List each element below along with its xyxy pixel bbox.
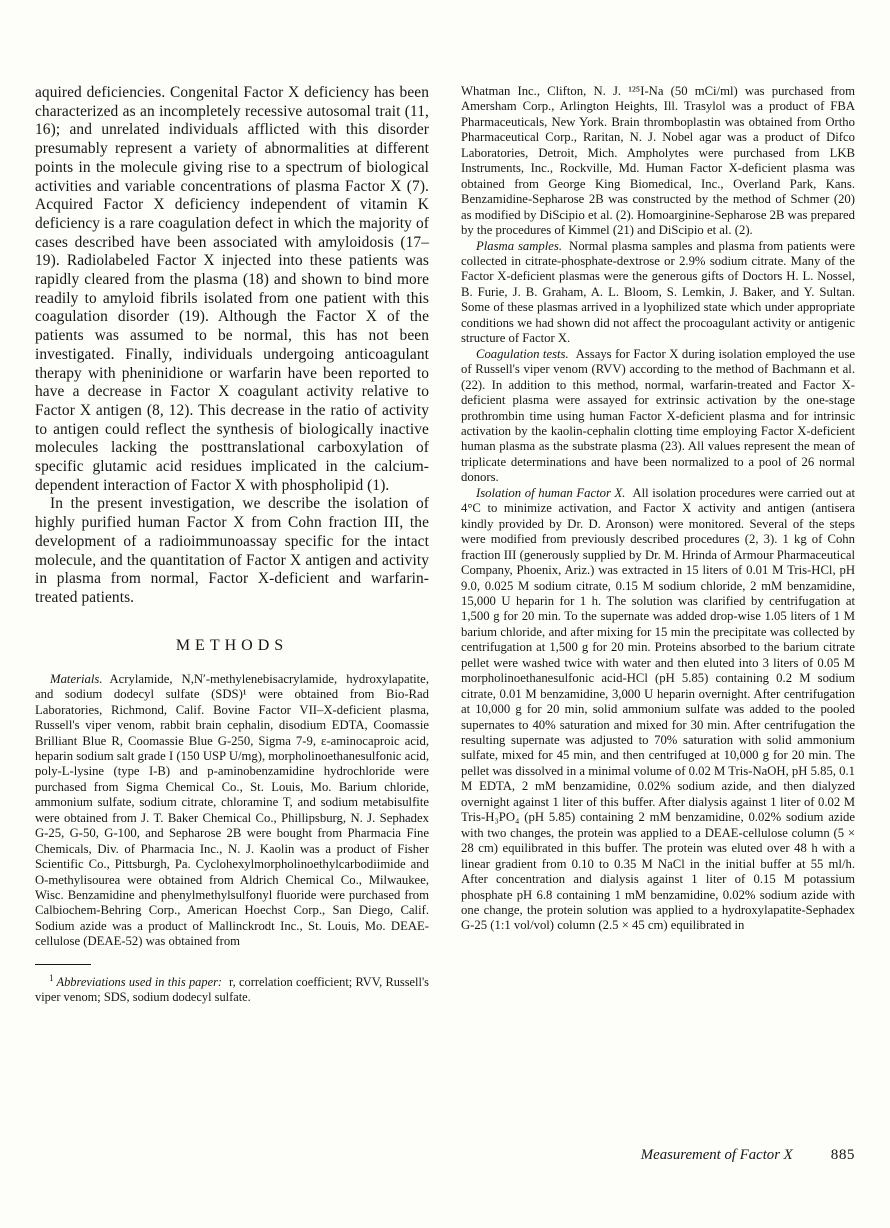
coagulation-tests-text: Assays for Factor X during isolation employed the use of Russell's viper venom (RVV) according to the method of Bachmann et al. (22). In addition to this method, normal, warfarin-treated and Factor X-deficient plasma were assayed for extrinsic activation by the one-stage prothrombin time using human Factor X-deficient plasma and for intrinsic activation by the kaolin-cephalin clotting time employing Factor X-deficient human plasma as the substrate plasma (23). All values represent the mean of triplicate determinations and have been normalized to a pool of 26 normal donors.: [461, 346, 856, 485]
running-title: Measurement of Factor X: [640, 1147, 793, 1163]
isolation-factor-x-text: All isolation procedures were carried out at 4°C to minimize activation, and Factor X activity and antigen (antisera kindly provided by Dr. D. Aronson) were monitored. Several of the steps were modified from previously described procedures (2, 3). 1 kg of Cohn fraction III (generously supplied by Dr. M. Hrinda of Armour Pharmaceutical Company, Phoenix, Ariz.) was extracted in 15 liters of 0.01 M Tris-HCl, pH 9.0, 0.025 M sodium citrate, 0.15 M sodium chloride, 2 mM benzamidine, 15,000 U heparin for 1 h. The solution was clarified by centrifugation at 1,500 g for 20 min. To the supernate was added drop-wise 1.05 liters of 1 M barium chloride, and after mixing for 15 min the precipitate was collected by centrifugation at 1,500 g for 20 min. Proteins absorbed to the barium citrate pellet were washed twice with water and then eluted into 3 liters of 0.05 M morpholinoethanesulfonic acid-HCl (pH 5.85) containing 0.2 M sodium citrate, 0.01 M benzamidine, 3,000 U heparin overnight. After centrifugation at 10,000 g for 20 min, solid ammonium sulfate was added to the pooled supernates to 40% saturation and mixed for 30 min. After centrifugation the resulting supernate was adjusted to 70% saturation with solid ammonium sulfate, mixed for 45 min, and then centrifuged at 10,000 g for 20 min. The pellet was dissolved in a minimal volume of 0.02 M Tris-NaOH, pH 5.85, 0.1 M EDTA, 2 mM benzamidine, 0.02% sodium azide, and then dialyzed overnight against 1 liter of this buffer. After dialysis against 1 liter of 0.02 M Tris-H₃PO₄ (pH 5.85) containing 2 mM benzamidine, 0.02% sodium azide with two changes, the protein was applied to a DEAE-cellulose column (5 × 28 cm) equilibrated in this buffer. The protein was eluted over 48 h with a linear gradient from 0.10 to 0.35 M NaCl in the initial buffer at 55 ml/h. After concentration and dialysis against 1 liter of 0.15 M potassium phosphate pH 6.8 containing 1 mM benzamidine, 0.02% sodium azide with one change, the protein solution was applied to a hydroxylapatite-Sephadex G-25 (1:1 vol/vol) column (2.5 × 45 cm) equilibrated in: [461, 485, 855, 933]
footnote-text: [35, 971, 429, 1006]
intro-paragraph-1: aquired deficiencies. Congenital Factor X deficiency has been characterized as an incompletely recessive autosomal trait (11, 16); and unrelated individuals afflicted with this disorder presumably represent a variety of abnormalities at different points in the molecule giving rise to a spectrum of biological activities and variable concentrations of plasma Factor X (7). Acquired Factor X deficiency independent of vitamin K deficiency is a rare coagulation defect in which the majority of cases described have been associated with amyloidosis (17–19). Radiolabeled Factor X injected into these patients was rapidly cleared from the plasma (18) and shown to bind more readily to amyloid fibrils isolated from one patient with this coagulation disorder (19). Although the Factor X of the patients was assumed to be normal, this has not been investigated. Finally, individuals undergoing anticoagulant therapy with pheninidione or warfarin have been reported to have a decrease in Factor X coagulant activity relative to Factor X antigen (8, 12). This decrease in the ratio of activity to antigen could reflect the synthesis of biologically inactive molecules lacking the posttranslational carboxylation of specific glutamic acid residues implicated in the calcium-dependent interaction of Factor X with phospholipid (1).: [35, 84, 429, 494]
page-footer: [461, 1146, 855, 1164]
materials-text: Acrylamide, N,N′-methylenebisacrylamide, hydroxylapatite, and sodium dodecyl sulfate (SDS)¹ were obtained from Bio-Rad Laboratories, Richmond, Calif. Bovine Factor VII–X-deficient plasma, Russell's viper venom, rabbit brain cephalin, disodium EDTA, Coomassie Brilliant Blue R, Coomassie Blue G-250, Sigma 7-9, ε-aminocaproic acid, heparin sodium salt grade I (150 USP U/mg), morpholinoethanesulfonic acid, poly-L-lysine (type I-B) and p-aminobenzamidine hydrochloride were purchased from Sigma Chemical Co., St. Louis, Mo. Barium chloride, ammonium sulfate, sodium citrate, chloramine T, and sodium metabisulfite were obtained from J. T. Baker Chemical Co., Phillipsburg, N. J. Sephadex G-25, G-50, G-100, and Sepharose 2B were bought from Pharmacia Fine Chemicals, Div. of Pharmacia Inc., N. J. Kaolin was a product of Fisher Scientific Co., Pittsburgh, Pa. Cyclohexylmorpholinoethylcarbodiimide and O-methylisourea were obtained from Aldrich Chemical Co., Milwaukee, Wisc. Benzamidine and phenylmethylsulfonyl fluoride were purchased from Calbiochem-Behring Corp., American Hoechst Corp., San Diego, Calif. Sodium azide was a product of Mallinckrodt Inc., St. Louis, Mo. DEAE-cellulose (DEAE-52) was obtained from: [35, 671, 429, 949]
materials-paragraph: [35, 672, 429, 950]
plasma-samples-lead: Plasma samples.: [476, 238, 563, 253]
two-column-body: [35, 84, 855, 1005]
coagulation-tests-paragraph: [461, 347, 855, 486]
intro-paragraph-2: In the present investigation, we describe the isolation of highly purified human Factor X from Cohn fraction III, the development of a radioimmunoassay specific for the intact molecule, and the quantitation of Factor X antigen and activity in plasma from normal, Factor X-deficient and warfarin-treated patients.: [35, 495, 429, 606]
footnote-lead: Abbreviations used in this paper:: [56, 974, 223, 989]
plasma-samples-text: Normal plasma samples and plasma from patients were collected in citrate-phosphate-dextrose or 2.9% sodium citrate. Many of the Factor X-deficient plasmas were the generous gifts of Doctors H. L. Nossel, B. Furie, J. B. Graham, A. L. Bloom, S. Lemkin, J. Baker, and Y. Sultan. Some of these plasmas arrived in a lyophilized state which under appropriate conditions we had shown did not affect the procoagulant activity or antigenic structure of Factor X.: [461, 238, 855, 346]
footnote-rule: [35, 964, 91, 965]
methods-section-heading: METHODS: [175, 636, 289, 654]
left-column: [35, 84, 429, 1005]
page-number: 885: [830, 1146, 855, 1163]
materials-lead: Materials.: [50, 671, 103, 686]
footnote-body: r, correlation coefficient; RVV, Russell's viper venom; SDS, sodium dodecyl sulfate.: [35, 974, 429, 1005]
footnote: [35, 964, 429, 1006]
plasma-samples-paragraph: [461, 239, 855, 347]
footnote-marker: 1: [49, 972, 54, 983]
right-column: [461, 84, 855, 1005]
isolation-factor-x-lead: Isolation of human Factor X.: [476, 485, 626, 500]
coagulation-tests-lead: Coagulation tests.: [476, 346, 569, 361]
suppliers-continuation-paragraph: Whatman Inc., Clifton, N. J. ¹²⁵I-Na (50 mCi/ml) was purchased from Amersham Corp., Arlington Heights, Ill. Trasylol was a product of FBA Pharmaceuticals, New York. Brain thromboplastin was obtained from Ortho Pharmaceutical Corp., Raritan, N. J. Nobel agar was a product of Difco Laboratories, Detroit, Mich. Ampholytes were purchased from LKB Instruments, Inc., Rockville, Md. Human Factor X-deficient plasma was obtained from George King Biomedical, Inc., Overland Park, Kans. Benzamidine-Sepharose 2B was constructed by the method of Schmer (20) as modified by DiScipio et al. (2). Homoarginine-Sepharose 2B was prepared by the procedures of Kimmel (21) and DiScipio et al. (2).: [461, 84, 855, 238]
isolation-factor-x-paragraph: [461, 486, 855, 934]
